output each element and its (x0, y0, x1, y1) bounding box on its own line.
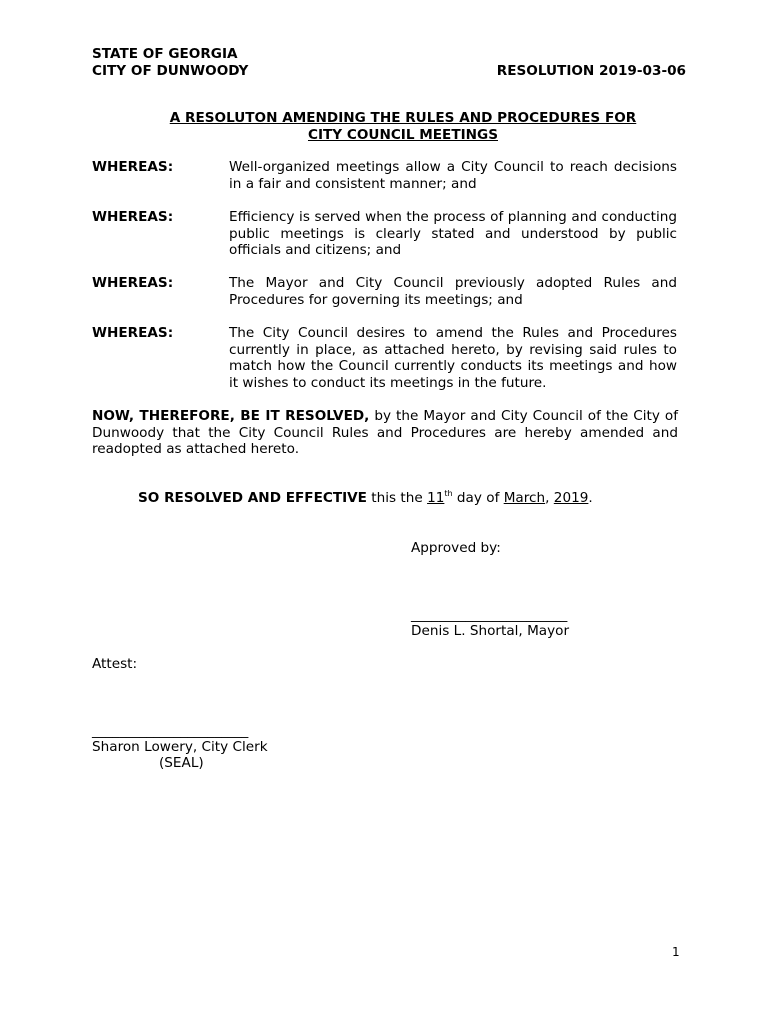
effective-lead: SO RESOLVED AND EFFECTIVE (138, 490, 367, 506)
whereas-clause-1: Well-organized meetings allow a City Council to reach decisions in a fair and consistent manner; and (229, 159, 677, 192)
resolution-title-line-2: CITY COUNCIL MEETINGS (307, 127, 498, 143)
resolution-number: RESOLUTION 2019-03-06 (496, 63, 686, 79)
effective-day-suffix: th (444, 489, 453, 498)
effective-month: March (503, 490, 546, 506)
effective-comma: , (545, 490, 550, 506)
resolved-text: by the Mayor and City Council of the City of Dunwoody that the City Council Rules and Procedures are hereby amended and readopted as attached hereto. (92, 408, 679, 457)
effective-this-the: this the (371, 490, 423, 506)
whereas-label-4: WHEREAS: (92, 325, 174, 341)
seal-label: (SEAL) (159, 755, 204, 771)
mayor-signature-line: _______________________ (411, 607, 568, 623)
approved-by-label: Approved by: (411, 540, 501, 556)
resolved-lead: NOW, THEREFORE, BE IT RESOLVED, (92, 408, 370, 424)
clerk-signature-line: _______________________ (92, 723, 249, 739)
whereas-label-2: WHEREAS: (92, 209, 174, 225)
mayor-name: Denis L. Shortal, Mayor (411, 623, 570, 639)
whereas-label-1: WHEREAS: (92, 159, 174, 175)
page-number: 1 (672, 945, 680, 959)
effective-period: . (588, 490, 593, 506)
effective-year: 2019 (553, 490, 589, 506)
resolved-paragraph (92, 408, 678, 458)
city-heading: CITY OF DUNWOODY (92, 63, 249, 79)
resolution-title-line-1: A RESOLUTON AMENDING THE RULES AND PROCEDURES FOR (169, 110, 637, 126)
effective-line (138, 490, 593, 507)
attest-label: Attest: (92, 656, 138, 672)
whereas-clause-4: The City Council desires to amend the Rules and Procedures currently in place, as attached hereto, by revising said rules to match how the Council currently conducts its meetings and how it wishes to conduct its meetings in the future. (229, 325, 677, 391)
effective-day: 11 (427, 490, 445, 506)
clerk-name: Sharon Lowery, City Clerk (92, 739, 268, 755)
whereas-label-3: WHEREAS: (92, 275, 174, 291)
whereas-clause-2: Efficiency is served when the process of planning and conducting public meetings is clearly stated and understood by public officials and citizens; and (229, 209, 677, 258)
state-heading: STATE OF GEORGIA (92, 46, 238, 62)
whereas-clause-3: The Mayor and City Council previously adopted Rules and Procedures for governing its meetings; and (229, 275, 677, 308)
effective-day-of: day of (456, 490, 500, 506)
